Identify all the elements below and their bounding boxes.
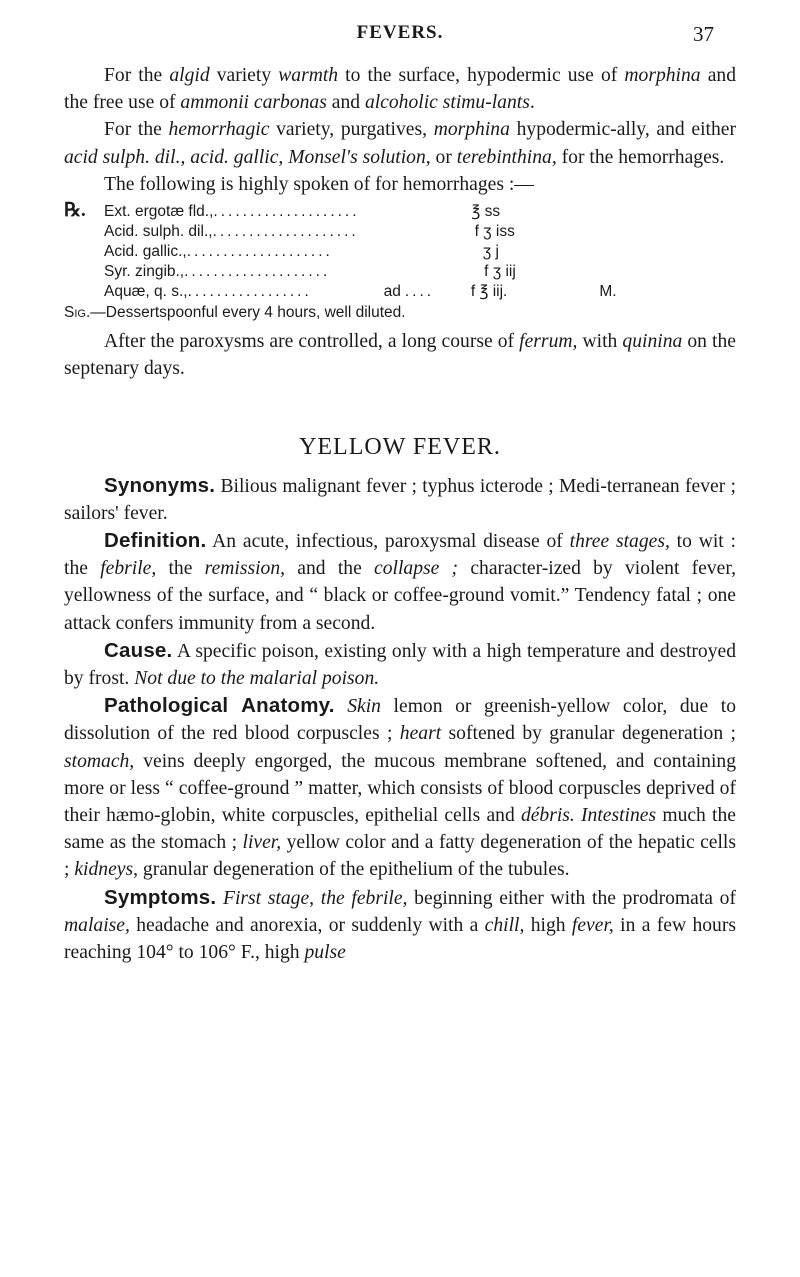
text: much the same as the stomach ;	[64, 805, 736, 854]
running-title: FEVERS.	[356, 22, 444, 43]
italic-term: ferrum,	[519, 331, 578, 353]
definition-heading: Definition.	[104, 529, 207, 553]
symptoms-paragraph	[64, 884, 736, 967]
italic-term: warmth	[278, 65, 339, 86]
text: on the septenary days.	[64, 331, 736, 380]
text: Bilious malignant fever ; typhus icterode ; Medi-terranean fever ; sailors' fever.	[64, 475, 736, 524]
prescription	[64, 201, 736, 302]
paroxysms-paragraph	[64, 328, 736, 382]
italic-term: pulse	[304, 942, 346, 964]
text: with	[577, 331, 623, 353]
amount: ℥ ss	[471, 203, 501, 221]
ad-word: ad	[383, 283, 401, 301]
amount: f ʒ iij	[484, 263, 516, 281]
leader-dots: ....................	[213, 203, 360, 221]
italic-term: kidneys,	[74, 859, 138, 881]
ingredient: Ext. ergotæ fld.,	[104, 203, 214, 221]
text: and the	[285, 558, 375, 580]
text: to the surface, hypodermic use of	[338, 65, 625, 86]
pathology-heading: Pathological Anatomy.	[104, 694, 335, 718]
synonyms-heading: Synonyms.	[104, 473, 216, 497]
synonyms-paragraph	[64, 472, 736, 527]
ingredient: Aquæ, q. s.,	[104, 283, 188, 301]
cause-heading: Cause.	[104, 638, 173, 662]
italic-term: morphina	[624, 65, 701, 86]
text: in a few hours reaching 104° to 106° F., high	[64, 914, 736, 964]
italic-term: collapse ;	[374, 558, 459, 580]
leader-dots: .................	[187, 283, 312, 301]
text: variety	[209, 65, 279, 86]
amount: ʒ j	[482, 243, 499, 261]
text: beginning either with the prodromata of	[407, 887, 736, 909]
signa-line	[64, 302, 736, 324]
text: For the	[104, 119, 169, 141]
text: for the hemorrhages.	[556, 146, 725, 168]
text: lemon or greenish-yellow color, due to dissolution of the red blood corpuscles ;	[64, 696, 736, 745]
cause-paragraph	[64, 637, 736, 692]
italic-term: First stage, the febrile,	[223, 887, 408, 909]
italic-term: liver,	[242, 832, 282, 854]
italic-term: algid	[169, 65, 210, 86]
italic-term: three stages,	[569, 531, 670, 553]
prescription-row	[64, 222, 736, 242]
text: headache and anorexia, or suddenly with a	[129, 914, 485, 936]
algid-paragraph	[64, 62, 736, 116]
text: the	[156, 558, 205, 580]
sig-text: —Dessertspoonful every 4 hours, well diluted.	[90, 304, 406, 322]
amount: f ℥ iij.	[470, 283, 508, 301]
italic-term: ammonii carbonas	[180, 92, 327, 114]
text: softened by granular degeneration ;	[441, 723, 736, 745]
symptoms-heading: Symptoms.	[104, 885, 217, 909]
text: character-ized by violent fever, yellowness of the surface, and “ black or coffee-ground vomit.” Tendency fatal ; one attack confers immunity from a second.	[64, 558, 736, 634]
italic-term: Skin	[347, 696, 381, 718]
text: yellow color and a fatty degeneration of the hepatic cells ;	[64, 832, 736, 881]
italic-term: terebinthina,	[456, 146, 557, 168]
section-title: YELLOW FEVER.	[299, 434, 501, 461]
hemorrhagic-paragraph	[64, 116, 736, 170]
italic-term: heart	[399, 723, 442, 745]
italic-term: febrile,	[100, 558, 157, 580]
text: high	[524, 914, 572, 936]
ingredient: Acid. gallic.,	[104, 243, 187, 261]
italic-term: quinina	[622, 331, 683, 353]
italic-term: morphina	[433, 119, 510, 141]
text: variety, purgatives,	[269, 119, 434, 141]
ingredient: Syr. zingib.,	[104, 263, 185, 281]
leader-dots: ....................	[212, 223, 359, 241]
italic-term: fever,	[571, 914, 614, 936]
definition-paragraph	[64, 527, 736, 637]
text: to wit : the	[64, 531, 736, 580]
italic-term: chill,	[484, 914, 525, 936]
italic-term: stomach,	[64, 750, 135, 772]
text: and	[326, 92, 365, 114]
italic-term: Intestines	[581, 805, 657, 827]
amount: f ʒ iss	[474, 223, 515, 241]
leader-dots: ....................	[186, 243, 333, 261]
italic-term: acid sulph. dil., acid. gallic, Monsel's solution,	[64, 146, 431, 168]
misce-initial: M.	[599, 283, 617, 301]
italic-term: hemorrhagic	[168, 119, 270, 141]
prescription-row	[64, 242, 736, 262]
italic-term: Not due to the malarial poison.	[134, 668, 380, 690]
italic-term: remission,	[204, 558, 286, 580]
leader-dots: ....................	[184, 263, 331, 281]
text: After the paroxysms are controlled, a long course of	[104, 331, 520, 353]
following-paragraph: The following is highly spoken of for hemorrhages :—	[104, 173, 534, 195]
pathology-paragraph	[64, 692, 736, 883]
prescription-row	[64, 201, 736, 222]
text: .	[529, 92, 535, 114]
page-body	[64, 62, 736, 966]
text: and the free use of	[64, 65, 736, 114]
text: hypodermic-ally, and either	[509, 119, 736, 141]
italic-term: malaise,	[64, 914, 130, 936]
text: A specific poison, existing only with a high temperature and destroyed by frost.	[64, 640, 736, 690]
italic-term: débris.	[520, 805, 575, 827]
text: granular degeneration of the epithelium of the tubules.	[138, 859, 570, 881]
text: An acute, infectious, paroxysmal disease of	[212, 531, 570, 553]
ingredient: Acid. sulph. dil.,	[104, 223, 213, 241]
leader-dots: ....	[404, 283, 435, 301]
page-number: 37	[693, 22, 714, 46]
recipe-symbol: ℞.	[64, 200, 86, 222]
prescription-row	[64, 282, 736, 302]
text: For the	[104, 65, 170, 86]
text: veins deeply engorged, the mucous membrane softened, and containing more or less “ coffee-ground ” matter, which consists of blood corpuscles deprived of their hæmo-globin, white corpuscles, epithelial cells and	[64, 750, 736, 827]
italic-term: alcoholic stimu-lants	[364, 92, 530, 114]
prescription-row	[64, 262, 736, 282]
text: or	[430, 146, 457, 168]
sig-label: Sig.	[64, 304, 91, 322]
page-header	[0, 22, 800, 50]
